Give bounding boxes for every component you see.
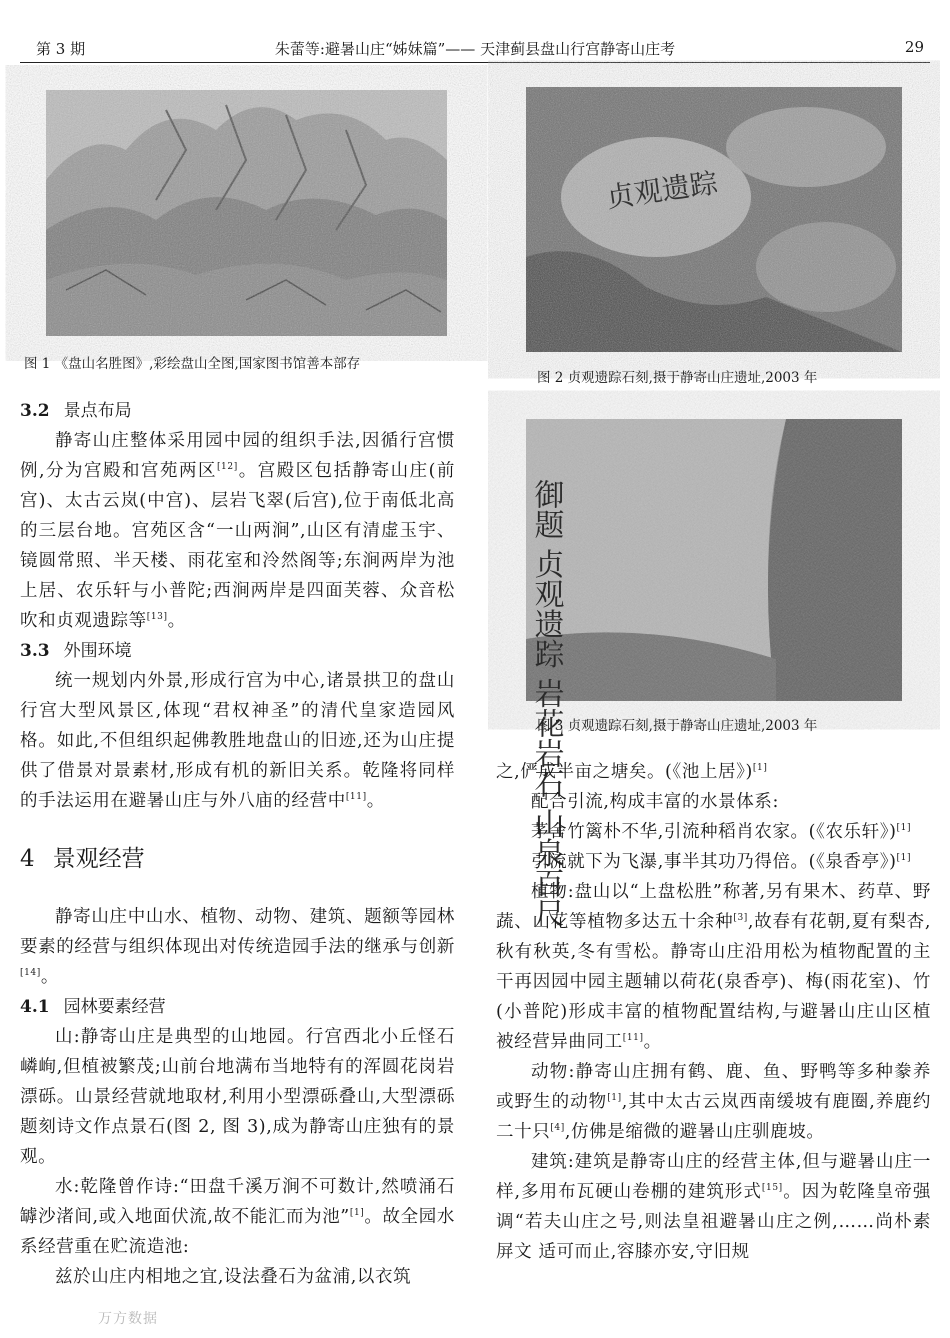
left-column [20, 396, 455, 1292]
citation-ref[interactable]: [3] [733, 913, 748, 923]
water-system-paragraph [496, 787, 931, 817]
text-run: 动物:静寄山庄拥有鹤、鹿、鱼、野鸭等多种豢养或野生的动物 [496, 1062, 931, 1112]
pond-quote-paragraph [496, 757, 931, 787]
text-run: 。 [643, 1032, 662, 1052]
mountain-paragraph [20, 1022, 455, 1172]
text-run: 。因为乾隆皇帝强调“若夫山庄之号,则法皇祖避暑山庄之例,……尚朴素屏文 适可而止,容膝亦安,守旧规 [496, 1182, 931, 1262]
figure-1-painting [46, 90, 447, 336]
citation-ref[interactable]: [1] [752, 763, 768, 773]
figure-2-image [526, 87, 902, 352]
figure-2-photo [526, 87, 902, 352]
animals-paragraph [496, 1057, 931, 1147]
water-paragraph [20, 1172, 455, 1262]
section-3-2-heading: 3.2 景点布局 [20, 401, 132, 421]
figure-1-image [46, 90, 447, 336]
issue-number: 第 3 期 [36, 40, 86, 58]
text-run: 。故全园水系经营重在贮流造池: [20, 1207, 455, 1257]
citation-ref[interactable]: [4] [550, 1123, 565, 1133]
text-run: 之,俨成半亩之塘矣。(《池上居》) [496, 762, 753, 782]
figure-1-caption: 图 1 《盘山名胜图》,彩绘盘山全图,国家图书馆善本部存 [24, 356, 361, 372]
text-run: 水:乾隆曾作诗:“田盘千溪万涧不可数计,然喷涌石罅沙渚间,或入地面伏流,故不能汇而为池” [20, 1177, 455, 1227]
section-3-3-paragraph [20, 666, 455, 816]
citation-ref[interactable]: [13] [146, 612, 168, 622]
figure-2-rock-inscription: 贞观遗踪 [604, 166, 720, 215]
citation-ref[interactable]: [11] [345, 792, 367, 802]
text-run: 兹於山庄内相地之宜,设法叠石为盆浦,以衣筑 [55, 1267, 412, 1287]
text-run: 茅舍竹篱朴不华,引流种稻肖农家。(《农乐轩》) [531, 822, 897, 842]
text-run: 植物:盘山以“上盘松胜”称著,另有果木、药草、野蔬、山花等植物多达五十余种 [496, 882, 931, 932]
plants-paragraph [496, 877, 931, 1057]
text-run: 配合引流,构成丰富的水景体系: [531, 792, 779, 812]
page-number: 29 [904, 38, 924, 56]
text-run: 引流就下为飞瀑,事半其功乃得倍。(《泉香亭》) [531, 852, 897, 872]
citation-ref[interactable]: [11] [622, 1033, 644, 1043]
text-run: 统一规划内外景,形成行宫为中心,诸景拱卫的盘山行宫大型风景区,体现“君权神圣”的清代皇家造园风格。如此,不但组织起佛教胜地盘山的旧迹,还为山庄提供了借景对景素材,形成有机的新旧关系。乾隆将同样的手法运用在避暑山庄与外八庙的经营中 [20, 671, 455, 811]
section-3-3-heading: 3.3 外围环境 [20, 641, 132, 661]
citation-ref[interactable]: [1] [896, 853, 912, 863]
section-4-1-heading: 4.1 园林要素经营 [20, 997, 166, 1017]
architecture-paragraph [496, 1147, 931, 1267]
citation-ref[interactable]: [15] [761, 1183, 783, 1193]
poem-quote-paragraph [20, 1262, 455, 1292]
citation-ref[interactable]: [1] [896, 823, 912, 833]
citation-ref[interactable]: [1] [349, 1208, 365, 1218]
figure-3-caption: 图 3 贞观遗踪石刻,摄于静寄山庄遗址,2003 年 [537, 718, 818, 734]
text-run: 。 [40, 967, 59, 987]
running-title: 朱蕾等:避暑山庄“姊妹篇”—— 天津蓟县盘山行宫静寄山庄考 [274, 40, 676, 58]
text-run: ,其中太古云岚西南缓坡有鹿圈,养鹿约二十只 [496, 1092, 931, 1142]
text-run: 静寄山庄中山水、植物、动物、建筑、题额等园林要素的经营与组织体现出对传统造园手法的继承与创新 [20, 907, 455, 957]
section-3-2-paragraph [20, 426, 455, 636]
text-run: ,故春有花朝,夏有梨杏,秋有秋英,冬有雪松。静寄山庄沿用松为植物配置的主干再因园中园主题辅以荷花(泉香亭)、梅(雨花室)、竹(小普陀)形成丰富的植物配置结构,与避暑山庄山区植被经营异曲同工 [496, 912, 931, 1052]
figure-3-rock-inscription: 御题 贞观遗踪 岩花岩石 山泉百尺 [528, 479, 564, 928]
citation-ref[interactable]: [12] [216, 462, 238, 472]
text-run: 。宫殿区包括静寄山庄(前宫)、太古云岚(中宫)、层岩飞翠(后宫),位于南低北高的三层台地。宫苑区含“一山两涧”,山区有清虚玉宇、镜圆常照、半天楼、雨花室和泠然阁等;东涧两岸为池上居、农乐轩与小普陀;西涧两岸是四面芙蓉、众音松吹和贞观遗踪等 [20, 461, 455, 631]
text-run: ,仿佛是缩微的避暑山庄驯鹿坡。 [564, 1122, 825, 1142]
text-run: 。 [366, 791, 385, 811]
text-run: 静寄山庄整体采用园中园的组织手法,因循行宫惯例,分为宫殿和宫苑两区 [20, 431, 455, 481]
right-column [496, 757, 931, 1267]
quanxiang-quote-paragraph [496, 847, 931, 877]
text-run: 。 [167, 611, 186, 631]
figure-2-caption: 图 2 贞观遗踪石刻,摄于静寄山庄遗址,2003 年 [537, 370, 818, 386]
section-4-heading: 4 景观经营 [20, 846, 145, 872]
running-header [20, 36, 930, 63]
watermark-text: 万方数据 [98, 1311, 158, 1327]
citation-ref[interactable]: [1] [607, 1093, 622, 1103]
section-4-intro-paragraph [20, 902, 455, 992]
nongle-quote-paragraph [496, 817, 931, 847]
text-run: 山:静寄山庄是典型的山地园。行宫西北小丘怪石嶙峋,但植被繁茂;山前台地满布当地特有的浑圆花岗岩漂砾。山景经营就地取材,利用小型漂砾叠山,大型漂砾题刻诗文作点景石(图 2, 图 3),成为静寄山庄独有的景观。 [20, 1027, 455, 1167]
citation-ref[interactable]: [14] [20, 968, 41, 978]
text-run: 建筑:建筑是静寄山庄的经营主体,但与避暑山庄一样,多用布瓦硬山卷棚的建筑形式 [496, 1152, 931, 1202]
